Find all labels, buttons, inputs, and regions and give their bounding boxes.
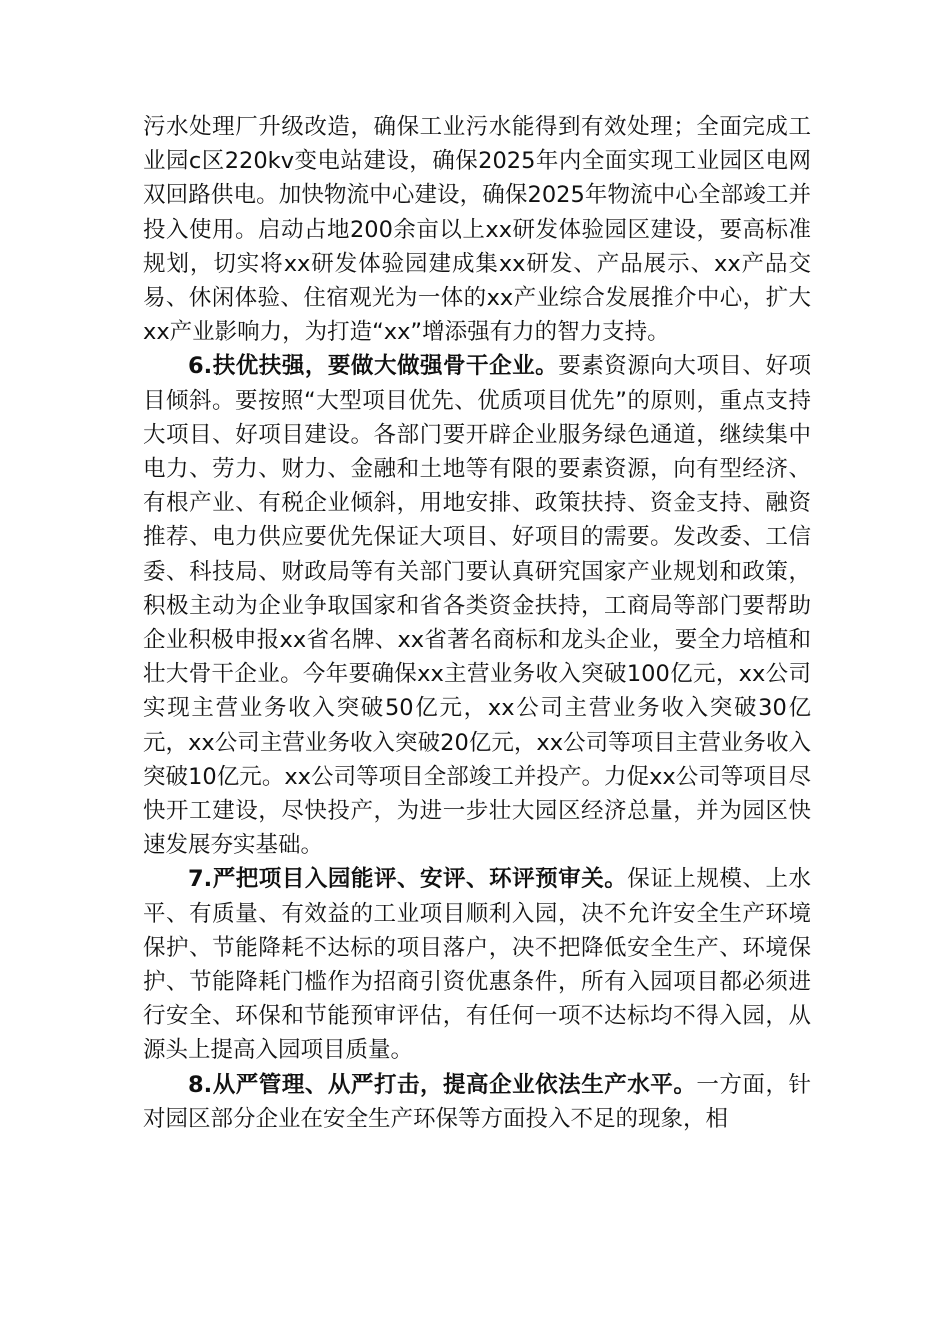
- document-page: [143, 110, 811, 1136]
- paragraph-body: 保证上规模、上水平、有质量、有效益的工业项目顺利入园，决不允许安全生产环境保护、节能降耗不达标的项目落户，决不把降低安全生产、环境保护、节能降耗门槛作为招商引资优惠条件，所有入园项目都必须进行安全、环保和节能预审评估，有任何一项不达标均不得入园，从源头上提高入园项目质量。: [143, 866, 811, 1064]
- paragraph-7: [143, 862, 811, 1067]
- paragraph-6: [143, 349, 811, 862]
- paragraph-body: 一方面，针对园区部分企业在安全生产环保等方面投入不足的现象，相: [143, 1071, 811, 1132]
- section-heading: 7.严把项目入园能评、安评、环评预审关。: [188, 866, 628, 893]
- paragraph-8: [143, 1068, 811, 1136]
- section-heading: 8.从严管理、从严打击，提高企业依法生产水平。: [188, 1071, 697, 1098]
- paragraph-continuation: [143, 110, 811, 349]
- paragraph-body: 要素资源向大项目、好项目倾斜。要按照“大型项目优先、优质项目优先”的原则，重点支持大项目、好项目建设。各部门要开辟企业服务绿色通道，继续集中电力、劳力、财力、金融和土地等有限的要素资源，向有型经济、有根产业、有税企业倾斜，用地安排、政策扶持、资金支持、融资推荐、电力供应要优先保证大项目、好项目的需要。发改委、工信委、科技局、财政局等有关部门要认真研究国家产业规划和政策，积极主动为企业争取国家和省各类资金扶持，工商局等部门要帮助企业积极申报xx省名牌、xx省著名商标和龙头企业，要全力培植和壮大骨干企业。今年要确保xx主营业务收入突破100亿元，xx公司实现主营业务收入突破50亿元，xx公司主营业务收入突破30亿元，xx公司主营业务收入突破20亿元，xx公司等项目主营业务收入突破10亿元。xx公司等项目全部竣工并投产。力促xx公司等项目尽快开工建设，尽快投产，为进一步壮大园区经济总量，并为园区快速发展夯实基础。: [143, 353, 811, 859]
- paragraph-body: 污水处理厂升级改造，确保工业污水能得到有效处理；全面完成工业园c区220kv变电站建设，确保2025年内全面实现工业园区电网双回路供电。加快物流中心建设，确保2025年物流中心全部竣工并投入使用。启动占地200余亩以上xx研发体验园区建设，要高标准规划，切实将xx研发体验园建成集xx研发、产品展示、xx产品交易、休闲体验、住宿观光为一体的xx产业综合发展推介中心，扩大xx产业影响力，为打造“xx”增添强有力的智力支持。: [143, 114, 811, 346]
- section-heading: 6.扶优扶强，要做大做强骨干企业。: [188, 353, 559, 380]
